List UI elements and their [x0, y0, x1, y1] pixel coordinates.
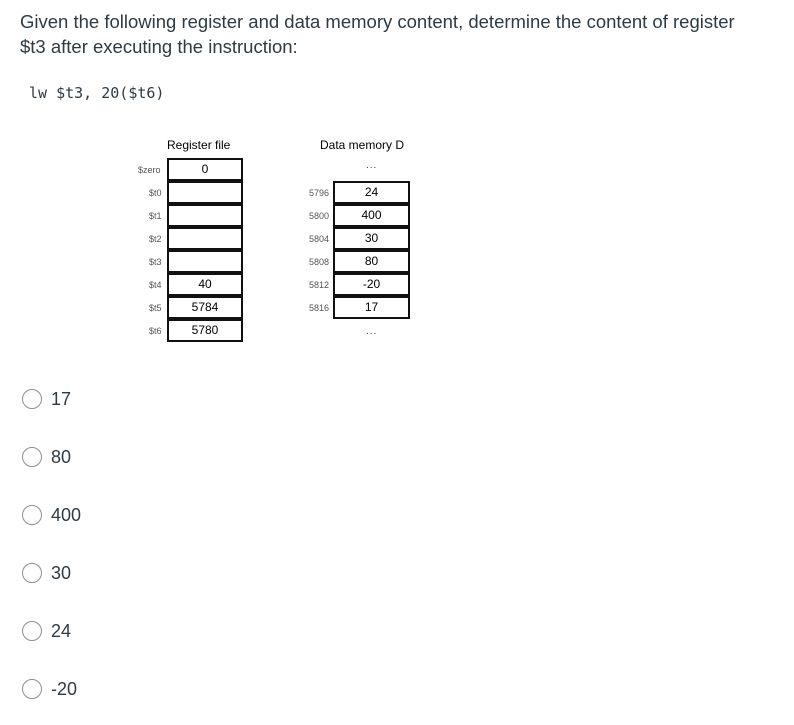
- memory-ellipsis-top: ...: [366, 160, 378, 171]
- memory-address: 5808: [309, 257, 330, 267]
- register-cell: 0: [167, 158, 243, 181]
- memory-address: 5804: [309, 234, 330, 244]
- radio-button[interactable]: [22, 621, 42, 641]
- register-cell: [167, 227, 243, 250]
- answer-label: 30: [51, 562, 72, 583]
- register-cell: 5780: [167, 319, 243, 342]
- radio-button[interactable]: [22, 447, 42, 467]
- memory-cell: 80: [333, 250, 410, 273]
- register-cell: [167, 181, 243, 204]
- answer-option[interactable]: [22, 618, 71, 644]
- answer-option[interactable]: [22, 444, 71, 470]
- register-name: $t6: [149, 326, 162, 336]
- register-name: $t2: [149, 234, 162, 244]
- register-name: $t3: [149, 257, 162, 267]
- answer-label: -20: [51, 678, 78, 699]
- register-cell: [167, 250, 243, 273]
- memory-cell: 17: [333, 296, 410, 319]
- memory-address: 5812: [309, 280, 330, 290]
- register-name: $t0: [149, 188, 162, 198]
- register-name: $zero: [138, 165, 161, 175]
- answer-option[interactable]: [22, 386, 71, 412]
- data-memory-title: Data memory D: [320, 138, 405, 152]
- answer-label: 24: [51, 620, 72, 641]
- answer-label: 17: [51, 388, 72, 409]
- register-cell: 5784: [167, 296, 243, 319]
- instruction-code: lw $t3, 20($t6): [29, 84, 165, 102]
- register-cell: 40: [167, 273, 243, 296]
- memory-address: 5800: [309, 211, 330, 221]
- memory-cell: 30: [333, 227, 410, 250]
- memory-cell: 24: [333, 181, 410, 204]
- answer-label: 400: [51, 504, 82, 525]
- memory-address: 5796: [309, 188, 330, 198]
- register-cell: [167, 204, 243, 227]
- memory-address: 5816: [309, 303, 330, 313]
- radio-button[interactable]: [22, 679, 42, 699]
- answer-label: 80: [51, 446, 72, 467]
- register-name: $t5: [149, 303, 162, 313]
- memory-ellipsis-bottom: ...: [366, 326, 378, 337]
- radio-button[interactable]: [22, 505, 42, 525]
- memory-cell: 400: [333, 204, 410, 227]
- register-name: $t4: [149, 280, 162, 290]
- register-file-title: Register file: [167, 138, 231, 152]
- memory-cell: -20: [333, 273, 410, 296]
- answer-option[interactable]: [22, 560, 71, 586]
- answer-option[interactable]: [22, 502, 81, 528]
- question-text: Given the following register and data memory content, determine the content of register $t3 after executing the instruction:: [20, 11, 735, 57]
- radio-button[interactable]: [22, 563, 42, 583]
- radio-button[interactable]: [22, 389, 42, 409]
- register-name: $t1: [149, 211, 162, 221]
- answer-option[interactable]: [22, 676, 77, 702]
